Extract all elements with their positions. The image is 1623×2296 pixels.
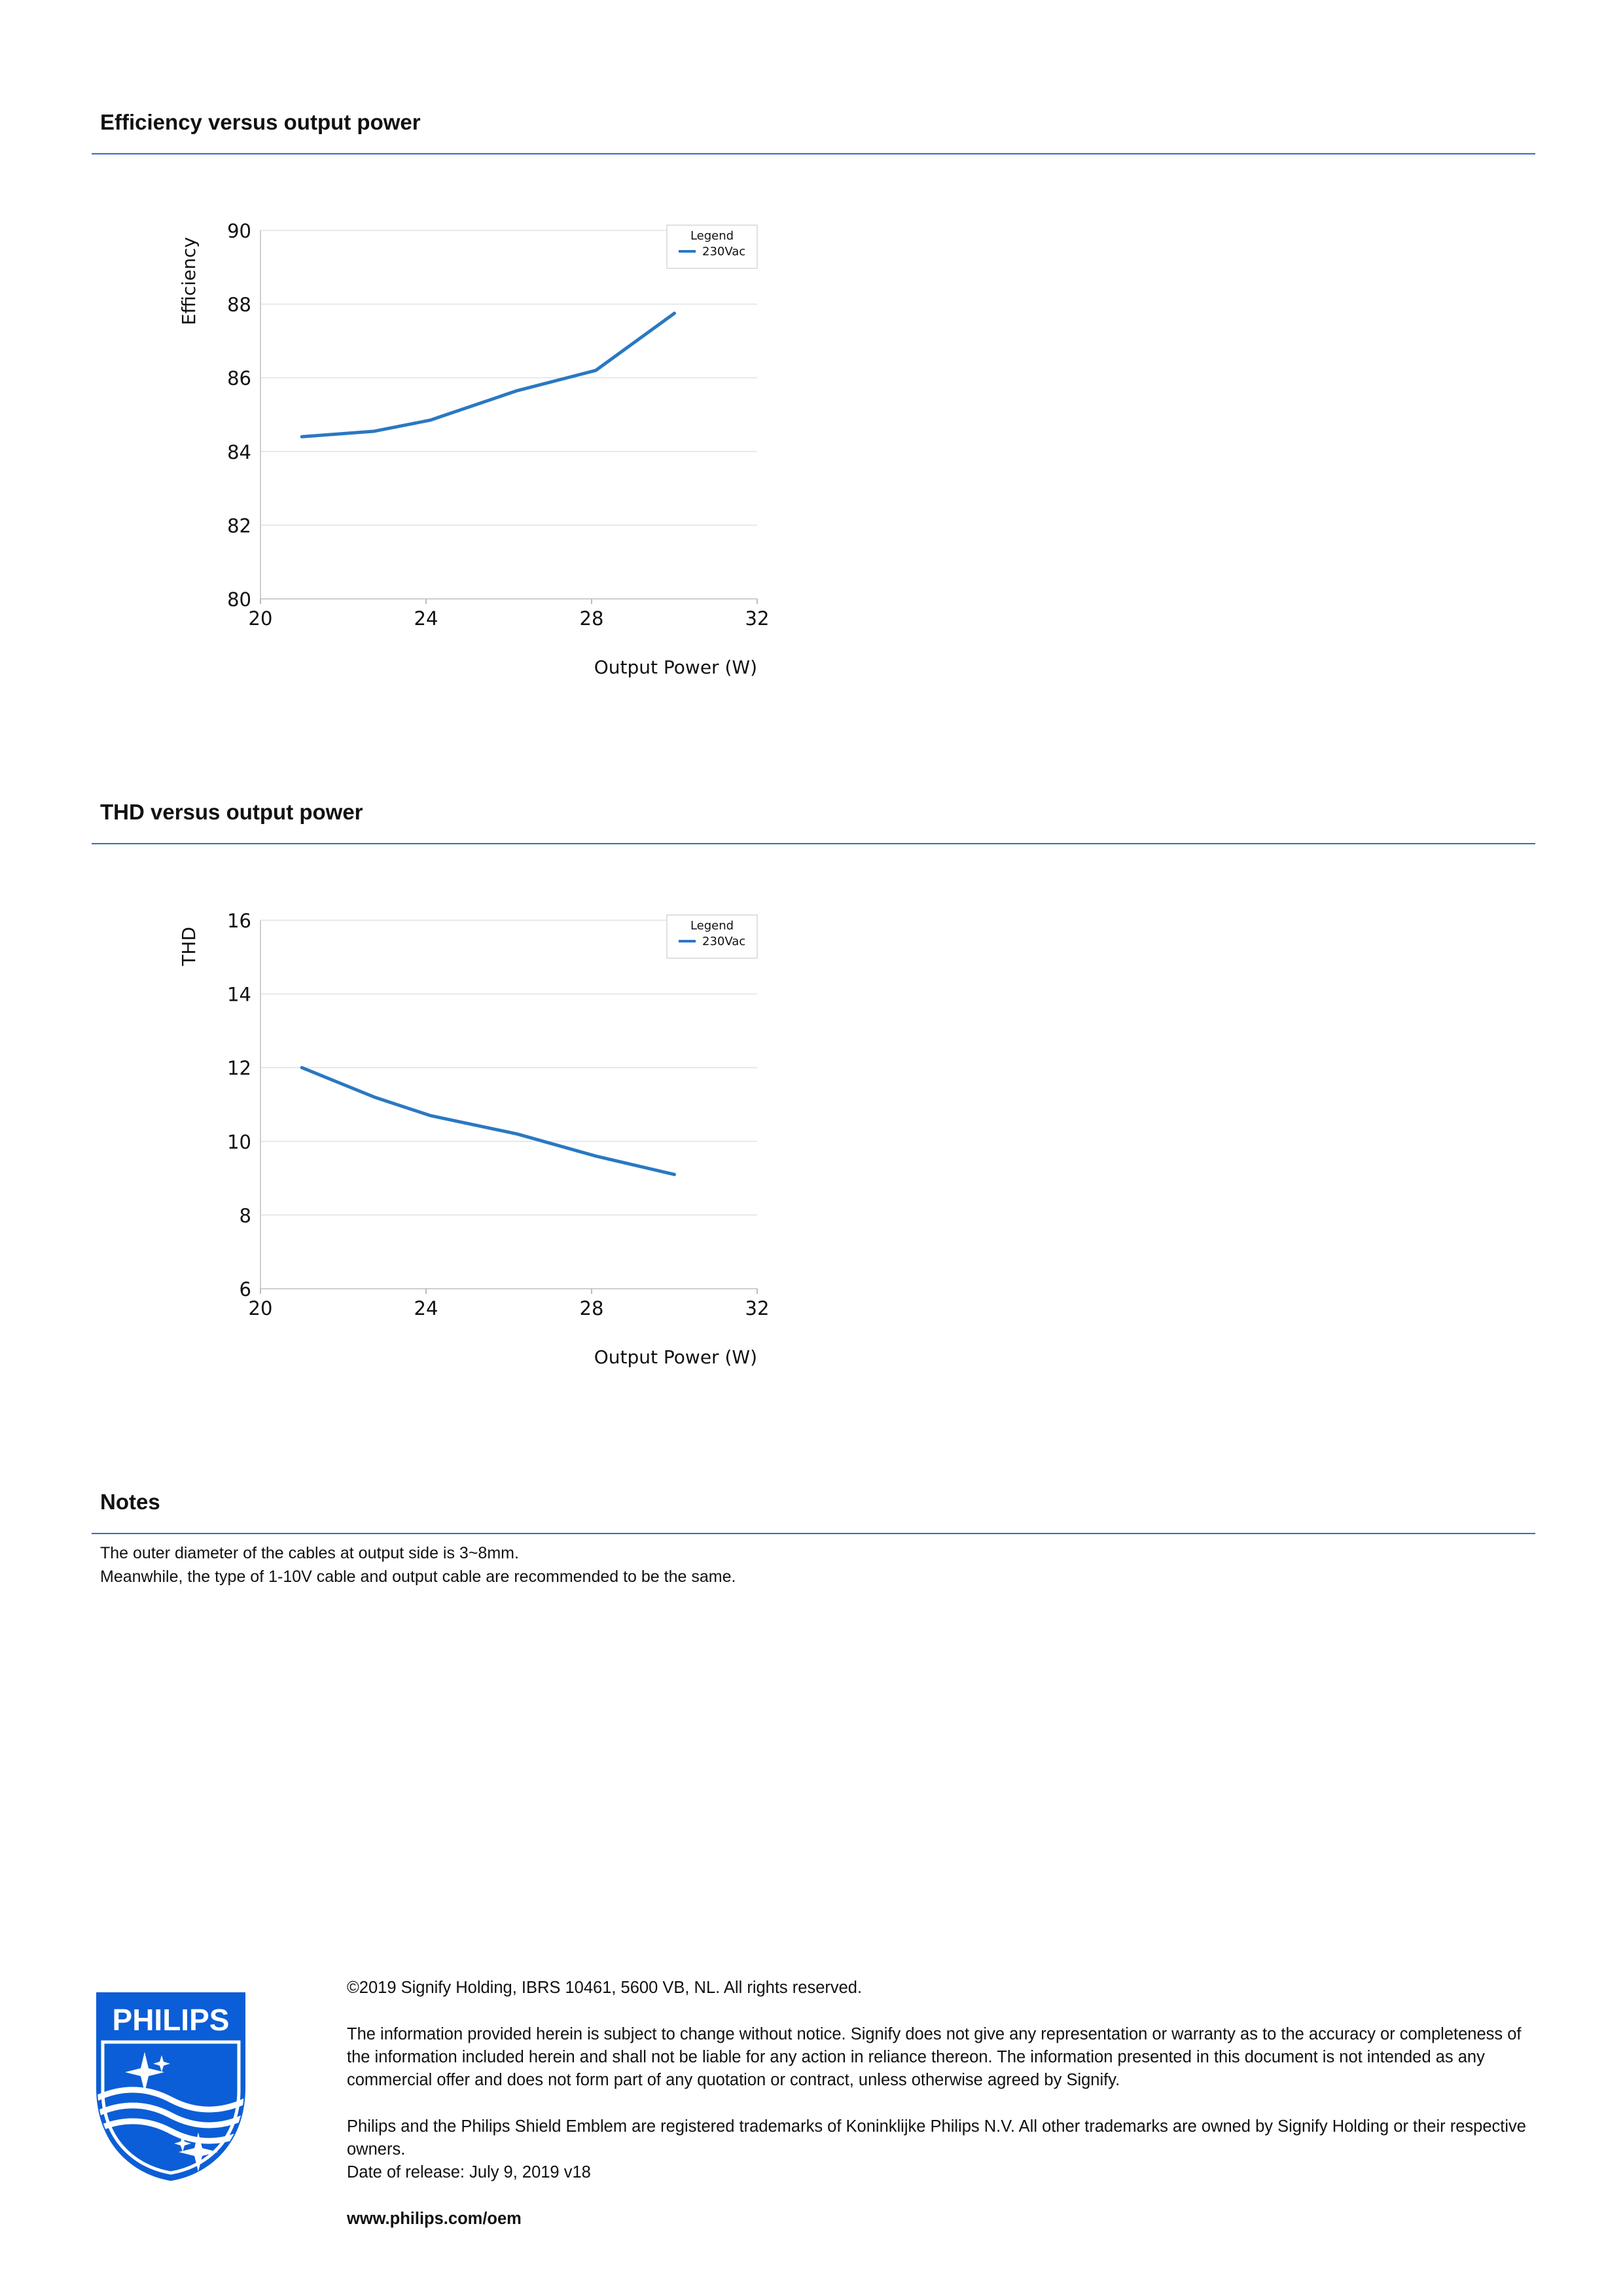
philips-wordmark: PHILIPS: [112, 2003, 230, 2037]
footer-copyright: ©2019 Signify Holding, IBRS 10461, 5600 VB, NL. All rights reserved.: [347, 1979, 863, 1997]
series-line-230Vac: [302, 314, 674, 437]
footer: [347, 1977, 1538, 2254]
efficiency-section-divider: [92, 153, 1535, 154]
efficiency-chart: [92, 209, 812, 697]
y-tick-label: 12: [227, 1057, 251, 1080]
legend-title: Legend: [690, 919, 734, 933]
x-axis-label: Output Power (W): [594, 1346, 757, 1368]
footer-website-link[interactable]: www.philips.com/oem: [347, 2210, 522, 2228]
legend-entry: 230Vac: [702, 245, 746, 259]
y-tick-label: 16: [227, 910, 251, 932]
y-axis-label: Efficiency: [178, 237, 200, 325]
thd-chart-svg: [92, 899, 812, 1384]
footer-trademarks: Philips and the Philips Shield Emblem are registered trademarks of Koninklijke Philips N.V. All other trademarks are owned by Signify Holding or their respective owners.: [347, 2117, 1526, 2159]
footer-disclaimer: The information provided herein is subject to change without notice. Signify does not give any representation or warranty as to the accuracy or completeness of the information included herein and shall not be liable for any action in reliance thereon. The information presented in this document is not intended as any commercial offer and does not form part of any quotation or contract, unless otherwise agreed by Signify.: [347, 2025, 1522, 2089]
efficiency-section-title: Efficiency versus output power: [100, 110, 421, 134]
philips-logo: [94, 1990, 248, 2186]
thd-chart: [92, 899, 812, 1387]
y-tick-label: 84: [227, 440, 251, 463]
x-axis-label: Output Power (W): [594, 656, 757, 678]
legend-title: Legend: [690, 229, 734, 243]
y-tick-label: 10: [227, 1130, 251, 1153]
y-tick-label: 80: [227, 588, 251, 611]
x-tick-label: 20: [248, 1297, 273, 1319]
x-tick-label: 24: [414, 607, 438, 630]
philips-shield-icon: [94, 1990, 248, 2183]
y-axis-label: THD: [178, 927, 200, 966]
notes-line-2: Meanwhile, the type of 1-10V cable and output cable are recommended to be the same.: [100, 1568, 736, 1586]
x-tick-label: 32: [745, 1297, 770, 1319]
y-tick-label: 82: [227, 514, 251, 537]
x-tick-label: 28: [579, 607, 604, 630]
thd-section-title: THD versus output power: [100, 800, 363, 824]
x-tick-label: 24: [414, 1297, 438, 1319]
notes-section-divider: [92, 1533, 1535, 1534]
notes-line-1: The outer diameter of the cables at output side is 3~8mm.: [100, 1544, 519, 1562]
notes-text: [100, 1541, 736, 1588]
y-tick-label: 14: [227, 983, 251, 1006]
x-tick-label: 20: [248, 607, 273, 630]
y-tick-label: 88: [227, 293, 251, 316]
y-tick-label: 6: [239, 1278, 251, 1300]
notes-section-title: Notes: [100, 1490, 160, 1514]
series-line-230Vac: [302, 1067, 674, 1174]
legend-entry: 230Vac: [702, 935, 746, 948]
thd-section-divider: [92, 843, 1535, 844]
x-tick-label: 28: [579, 1297, 604, 1319]
footer-release-date: Date of release: July 9, 2019 v18: [347, 2163, 591, 2181]
x-tick-label: 32: [745, 607, 770, 630]
efficiency-chart-svg: [92, 209, 812, 694]
y-tick-label: 86: [227, 367, 251, 390]
y-tick-label: 8: [239, 1204, 251, 1227]
y-tick-label: 90: [227, 220, 251, 242]
